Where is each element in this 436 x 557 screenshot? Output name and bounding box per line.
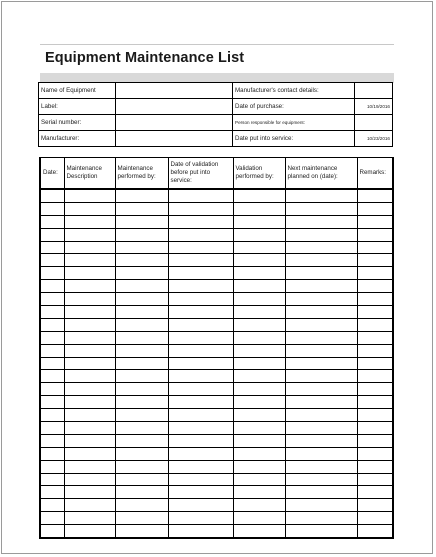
log-cell[interactable] [64,434,115,447]
header-rule [40,44,394,45]
log-header-row [40,158,393,190]
log-cell[interactable] [168,383,233,396]
table-row [40,318,393,331]
log-cell[interactable] [115,344,168,357]
info-value-cell[interactable] [355,83,393,99]
log-cell[interactable] [285,422,357,435]
log-cell[interactable] [285,460,357,473]
log-cell[interactable] [357,370,393,383]
log-cell[interactable] [40,447,64,460]
log-cell[interactable] [115,499,168,512]
col-header-validation-by: Validation performed by: [233,158,285,190]
log-cell[interactable] [357,422,393,435]
table-row [40,486,393,499]
log-cell[interactable] [115,202,168,215]
log-cell[interactable] [357,512,393,525]
log-cell[interactable] [40,499,64,512]
log-cell[interactable] [115,473,168,486]
log-cell[interactable] [40,486,64,499]
col-header-validation-date: Date of validation before put into service: [168,158,233,190]
log-cell[interactable] [64,512,115,525]
info-label: Serial number: [39,115,116,131]
col-header-performed-by: Maintenance performed by: [115,158,168,190]
log-cell[interactable] [40,357,64,370]
log-cell[interactable] [357,357,393,370]
table-row [40,460,393,473]
log-cell[interactable] [357,409,393,422]
table-row [40,306,393,319]
log-cell[interactable] [285,293,357,306]
log-cell[interactable] [168,254,233,267]
log-cell[interactable] [115,331,168,344]
log-cell[interactable] [64,215,115,228]
log-cell[interactable] [233,383,285,396]
purchase-date-value[interactable]: 10/19/2016 [355,99,393,115]
table-row [40,383,393,396]
log-cell[interactable] [64,525,115,538]
log-cell[interactable] [115,267,168,280]
log-cell[interactable] [168,189,233,202]
log-cell[interactable] [285,331,357,344]
log-cell[interactable] [40,280,64,293]
log-cell[interactable] [357,473,393,486]
log-cell[interactable] [115,318,168,331]
log-cell[interactable] [64,318,115,331]
table-row [40,447,393,460]
info-row [39,99,393,115]
log-cell[interactable] [115,357,168,370]
log-cell[interactable] [40,409,64,422]
log-cell[interactable] [40,344,64,357]
log-cell[interactable] [285,396,357,409]
log-cell[interactable] [168,370,233,383]
log-cell[interactable] [64,306,115,319]
log-cell[interactable] [285,512,357,525]
log-cell[interactable] [285,357,357,370]
log-cell[interactable] [168,422,233,435]
log-cell[interactable] [64,254,115,267]
log-cell[interactable] [233,486,285,499]
log-cell[interactable] [40,228,64,241]
log-cell[interactable] [64,370,115,383]
table-row [40,202,393,215]
log-cell[interactable] [233,409,285,422]
log-cell[interactable] [168,396,233,409]
table-row [40,241,393,254]
log-cell[interactable] [40,331,64,344]
log-cell[interactable] [115,293,168,306]
log-cell[interactable] [357,215,393,228]
log-cell[interactable] [40,512,64,525]
log-cell[interactable] [285,409,357,422]
log-cell[interactable] [115,512,168,525]
log-cell[interactable] [233,241,285,254]
log-cell[interactable] [115,525,168,538]
table-row [40,344,393,357]
log-cell[interactable] [40,267,64,280]
log-cell[interactable] [285,254,357,267]
log-cell[interactable] [233,306,285,319]
log-cell[interactable] [64,486,115,499]
log-cell[interactable] [40,525,64,538]
log-cell[interactable] [64,189,115,202]
log-cell[interactable] [357,267,393,280]
log-cell[interactable] [285,241,357,254]
log-cell[interactable] [168,318,233,331]
log-cell[interactable] [168,434,233,447]
log-cell[interactable] [168,215,233,228]
table-row [40,293,393,306]
log-cell[interactable] [115,409,168,422]
log-cell[interactable] [168,331,233,344]
log-cell[interactable] [357,228,393,241]
log-cell[interactable] [168,241,233,254]
service-date-value[interactable]: 10/23/2016 [355,131,393,147]
log-cell[interactable] [40,306,64,319]
log-cell[interactable] [233,202,285,215]
equipment-info-table [38,82,393,147]
log-cell[interactable] [40,254,64,267]
log-cell[interactable] [64,396,115,409]
log-cell[interactable] [233,370,285,383]
log-cell[interactable] [357,383,393,396]
table-row [40,267,393,280]
log-cell[interactable] [285,215,357,228]
table-row [40,434,393,447]
log-cell[interactable] [233,331,285,344]
log-cell[interactable] [168,228,233,241]
log-cell[interactable] [233,318,285,331]
log-body [40,189,393,538]
log-cell[interactable] [285,344,357,357]
log-cell[interactable] [168,512,233,525]
log-cell[interactable] [233,396,285,409]
log-cell[interactable] [168,473,233,486]
log-cell[interactable] [357,434,393,447]
log-cell[interactable] [357,331,393,344]
info-value-cell[interactable] [116,115,233,131]
log-cell[interactable] [64,383,115,396]
log-cell[interactable] [285,228,357,241]
log-cell[interactable] [40,189,64,202]
log-cell[interactable] [115,396,168,409]
maintenance-log-table [39,157,394,539]
log-cell[interactable] [168,202,233,215]
table-row [40,512,393,525]
info-row [39,115,393,131]
log-cell[interactable] [357,254,393,267]
log-cell[interactable] [115,241,168,254]
log-cell[interactable] [168,306,233,319]
log-cell[interactable] [233,447,285,460]
log-cell[interactable] [64,202,115,215]
log-cell[interactable] [357,202,393,215]
log-cell[interactable] [357,189,393,202]
log-cell[interactable] [115,422,168,435]
log-cell[interactable] [168,293,233,306]
info-row [39,131,393,147]
log-cell[interactable] [40,422,64,435]
info-label: Label: [39,99,116,115]
table-row [40,357,393,370]
table-row [40,228,393,241]
info-value-cell[interactable] [116,99,233,115]
log-cell[interactable] [64,331,115,344]
log-cell[interactable] [168,357,233,370]
log-cell[interactable] [357,460,393,473]
col-header-date: Date: [40,158,64,190]
log-cell[interactable] [285,525,357,538]
log-cell[interactable] [168,499,233,512]
log-cell[interactable] [168,267,233,280]
log-cell[interactable] [285,499,357,512]
log-cell[interactable] [40,473,64,486]
table-row [40,189,393,202]
log-cell[interactable] [40,370,64,383]
log-cell[interactable] [357,499,393,512]
info-label: Name of Equipment [39,83,116,99]
log-cell[interactable] [64,473,115,486]
log-cell[interactable] [64,344,115,357]
log-cell[interactable] [357,486,393,499]
info-value-cell[interactable] [116,83,233,99]
log-cell[interactable] [168,460,233,473]
table-row [40,215,393,228]
log-cell[interactable] [64,499,115,512]
log-cell[interactable] [40,434,64,447]
table-row [40,499,393,512]
log-cell[interactable] [285,383,357,396]
log-cell[interactable] [357,280,393,293]
table-row [40,254,393,267]
table-row [40,396,393,409]
info-row [39,83,393,99]
info-value-cell[interactable] [116,131,233,147]
log-cell[interactable] [64,422,115,435]
log-cell[interactable] [285,447,357,460]
document-title: Equipment Maintenance List [45,50,245,66]
log-cell[interactable] [285,306,357,319]
info-label: Date of purchase: [233,99,355,115]
table-row [40,409,393,422]
log-cell[interactable] [233,293,285,306]
info-label: Manufacturer's contact details: [233,83,355,99]
log-cell[interactable] [357,344,393,357]
log-cell[interactable] [285,189,357,202]
log-cell[interactable] [40,293,64,306]
log-cell[interactable] [285,473,357,486]
table-row [40,422,393,435]
col-header-next-maintenance: Next maintenance planned on (date): [285,158,357,190]
log-cell[interactable] [40,202,64,215]
log-cell[interactable] [285,280,357,293]
log-cell[interactable] [64,447,115,460]
log-cell[interactable] [168,447,233,460]
log-cell[interactable] [357,396,393,409]
log-cell[interactable] [233,344,285,357]
log-cell[interactable] [233,228,285,241]
log-cell[interactable] [357,447,393,460]
log-cell[interactable] [233,434,285,447]
col-header-description: Maintenance Description [64,158,115,190]
log-cell[interactable] [64,267,115,280]
log-cell[interactable] [233,460,285,473]
log-cell[interactable] [233,254,285,267]
log-cell[interactable] [40,215,64,228]
log-cell[interactable] [357,293,393,306]
table-row [40,525,393,538]
log-cell[interactable] [168,344,233,357]
log-cell[interactable] [64,460,115,473]
log-cell[interactable] [115,189,168,202]
log-cell[interactable] [168,525,233,538]
table-row [40,473,393,486]
log-cell[interactable] [64,409,115,422]
col-header-remarks: Remarks: [357,158,393,190]
log-cell[interactable] [64,280,115,293]
table-row [40,331,393,344]
log-cell[interactable] [115,434,168,447]
log-cell[interactable] [64,241,115,254]
log-cell[interactable] [233,525,285,538]
log-cell[interactable] [40,383,64,396]
info-value-cell[interactable] [355,115,393,131]
log-cell[interactable] [168,280,233,293]
log-cell[interactable] [357,306,393,319]
log-cell[interactable] [357,525,393,538]
log-cell[interactable] [115,383,168,396]
log-cell[interactable] [115,306,168,319]
log-cell[interactable] [285,434,357,447]
log-cell[interactable] [357,318,393,331]
log-cell[interactable] [40,241,64,254]
log-cell[interactable] [40,460,64,473]
log-cell[interactable] [285,370,357,383]
log-cell[interactable] [115,370,168,383]
info-label: Manufacturer: [39,131,116,147]
info-label: Date put into service: [233,131,355,147]
log-cell[interactable] [40,318,64,331]
log-cell[interactable] [64,228,115,241]
log-cell[interactable] [115,280,168,293]
log-cell[interactable] [233,280,285,293]
log-cell[interactable] [115,460,168,473]
log-cell[interactable] [115,215,168,228]
log-cell[interactable] [168,409,233,422]
log-cell[interactable] [357,241,393,254]
table-row [40,280,393,293]
log-cell[interactable] [115,228,168,241]
log-cell[interactable] [233,422,285,435]
log-cell[interactable] [64,357,115,370]
log-cell[interactable] [115,486,168,499]
log-cell[interactable] [233,215,285,228]
log-cell[interactable] [168,486,233,499]
log-cell[interactable] [233,189,285,202]
log-cell[interactable] [233,499,285,512]
log-cell[interactable] [233,357,285,370]
log-cell[interactable] [285,202,357,215]
log-cell[interactable] [233,267,285,280]
log-cell[interactable] [115,447,168,460]
log-cell[interactable] [285,486,357,499]
log-cell[interactable] [233,473,285,486]
log-cell[interactable] [233,512,285,525]
log-cell[interactable] [115,254,168,267]
log-cell[interactable] [40,396,64,409]
info-label: Person responsible for equipment: [233,115,355,131]
log-cell[interactable] [64,293,115,306]
log-cell[interactable] [285,318,357,331]
table-row [40,370,393,383]
log-cell[interactable] [285,267,357,280]
